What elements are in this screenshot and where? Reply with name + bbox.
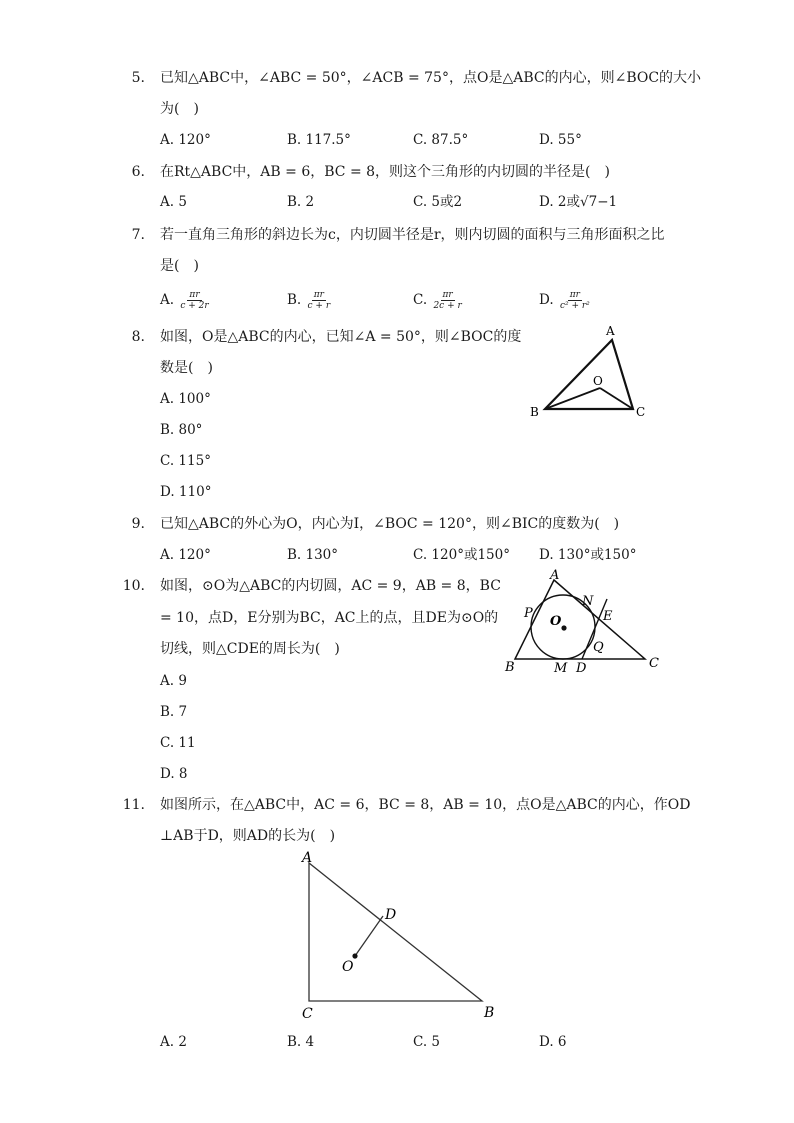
question-number: 8. xyxy=(131,329,145,345)
option-a: A. 9 xyxy=(160,673,187,689)
question-text-line: 已知△ABC的外心为O，内心为I，∠BOC = 120°，则∠BIC的度数为( ) xyxy=(160,516,620,532)
point-label-q: Q xyxy=(593,640,604,655)
point-label-o: O xyxy=(550,614,562,629)
option-b: B. 80° xyxy=(160,422,203,438)
incircle-triangle-figure xyxy=(500,564,670,678)
point-label-d: D xyxy=(385,907,397,923)
center-point-o xyxy=(561,625,566,630)
vertex-label-a: A xyxy=(550,568,560,583)
triangle-abc xyxy=(515,580,645,659)
fraction-numerator: πr xyxy=(569,290,580,300)
fraction-denominator: 2c + r xyxy=(433,301,462,311)
option-b: B. 7 xyxy=(160,704,188,720)
question-number: 11. xyxy=(122,797,145,813)
question-number: 7. xyxy=(131,227,145,243)
option-c: C. 87.5° xyxy=(413,132,469,148)
vertex-label-a: A xyxy=(302,850,313,866)
option-b: B. 117.5° xyxy=(287,132,351,148)
option-c: C. 5或2 xyxy=(413,194,463,210)
question-text-line: 是( ) xyxy=(160,258,199,274)
fraction xyxy=(431,290,463,311)
option-label: A. xyxy=(160,292,175,308)
vertex-label-c: C xyxy=(302,1006,313,1022)
right-triangle-incenter-figure xyxy=(290,846,510,1024)
point-label-o: O xyxy=(342,959,354,975)
vertex-label-b: B xyxy=(484,1005,495,1021)
question-text-line: ⊥AB于D，则AD的长为( ) xyxy=(160,828,336,844)
fraction xyxy=(178,290,210,311)
question-text-line: 如图，⊙O为△ABC的内切圆，AC = 9，AB = 8，BC xyxy=(160,578,501,594)
fraction xyxy=(306,290,333,311)
triangle-abc xyxy=(309,863,482,1001)
triangle-abc xyxy=(545,340,633,409)
incenter-point-o xyxy=(352,953,357,958)
question-text-line: 如图，O是△ABC的内心，已知∠A = 50°，则∠BOC的度 xyxy=(160,329,522,345)
fraction-numerator: πr xyxy=(313,290,324,300)
option-a: A. 2 xyxy=(160,1034,187,1050)
question-number: 9. xyxy=(131,516,145,532)
fraction-denominator: c + r xyxy=(307,301,331,311)
fraction-numerator: πr xyxy=(189,290,200,300)
vertex-label-b: B xyxy=(530,405,539,419)
vertex-label-c: C xyxy=(636,405,646,419)
option-b: B. 2 xyxy=(287,194,315,210)
option-d: D. 6 xyxy=(539,1034,567,1050)
question-text-line: 若一直角三角形的斜边长为c，内切圆半径是r，则内切圆的面积与三角形面积之比 xyxy=(160,227,665,243)
option-b: B. 130° xyxy=(287,547,339,563)
triangle-incenter-figure xyxy=(520,318,660,428)
point-label-e: E xyxy=(603,609,613,624)
question-text-line: 已知△ABC中，∠ABC = 50°，∠ACB = 75°，点O是△ABC的内心，则∠BOC的大小 xyxy=(160,70,702,86)
option-c: C. 11 xyxy=(160,735,196,751)
vertex-label-a: A xyxy=(606,324,615,338)
fraction-numerator: πr xyxy=(442,290,453,300)
option-d: D. 2或√7−1 xyxy=(539,194,618,210)
option-label: D. xyxy=(539,292,554,308)
question-text-line: 如图所示，在△ABC中，AC = 6，BC = 8，AB = 10，点O是△ABC的内心，作OD xyxy=(160,797,691,813)
option-label: C. xyxy=(413,292,428,308)
fraction-denominator: c² + r² xyxy=(559,301,590,311)
option-c: C. 5 xyxy=(413,1034,441,1050)
option-label: B. xyxy=(287,292,302,308)
question-number: 5. xyxy=(131,70,145,86)
option-a: A. 120° xyxy=(160,547,211,563)
question-text-line: 为( ) xyxy=(160,101,199,117)
option-d: D. 55° xyxy=(539,132,582,148)
vertex-label-c: C xyxy=(649,656,659,671)
option-b xyxy=(287,290,332,311)
option-a: A. 5 xyxy=(160,194,187,210)
fraction xyxy=(558,290,592,311)
option-a: A. 100° xyxy=(160,391,211,407)
option-a: A. 120° xyxy=(160,132,211,148)
fraction-denominator: c + 2r xyxy=(180,301,209,311)
segment-od xyxy=(355,916,383,956)
option-c xyxy=(413,290,464,311)
question-number: 6. xyxy=(131,164,145,180)
option-c: C. 115° xyxy=(160,453,211,469)
point-label-d: D xyxy=(576,661,587,676)
option-d: D. 8 xyxy=(160,766,188,782)
point-label-o: O xyxy=(593,374,603,388)
question-text-line: = 10，点D，E分别为BC，AC上的点，且DE为⊙O的 xyxy=(160,610,499,626)
question-text-line: 切线，则△CDE的周长为( ) xyxy=(160,641,340,657)
option-d: D. 130°或150° xyxy=(539,547,637,563)
point-label-n: N xyxy=(582,594,594,609)
option-a xyxy=(160,290,211,311)
question-text-line: 数是( ) xyxy=(160,360,213,376)
option-d xyxy=(539,290,592,311)
question-text-line: 在Rt△ABC中，AB = 6，BC = 8，则这个三角形的内切圆的半径是( ) xyxy=(160,164,610,180)
option-c: C. 120°或150° xyxy=(413,547,510,563)
point-label-p: P xyxy=(524,606,533,621)
point-label-m: M xyxy=(554,661,568,676)
option-b: B. 4 xyxy=(287,1034,315,1050)
vertex-label-b: B xyxy=(505,660,515,675)
segment-bo xyxy=(545,388,600,409)
question-number: 10. xyxy=(122,578,145,594)
option-d: D. 110° xyxy=(160,484,212,500)
